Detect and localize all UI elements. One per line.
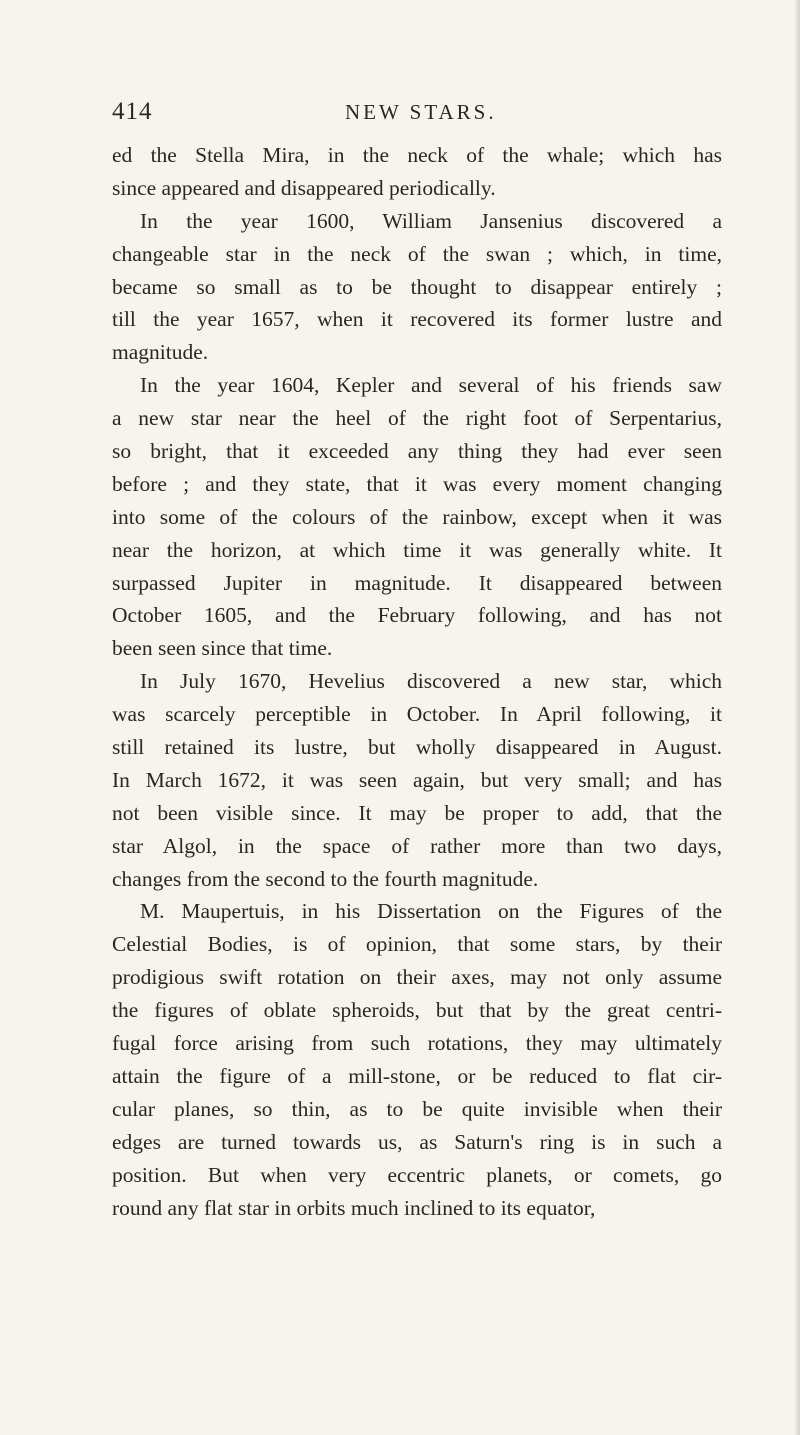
text-line: edges are turned towards us, as Saturn's ring is in such a bbox=[112, 1129, 722, 1154]
text-line: fugal force arising from such rotations, they may ultimately bbox=[112, 1031, 722, 1056]
page-header bbox=[112, 95, 712, 135]
text-line: before ; and they state, that it was every moment changing bbox=[112, 471, 722, 496]
page-number: 414 bbox=[112, 98, 153, 125]
text-line: surpassed Jupiter in magnitude. It disappeared between bbox=[112, 570, 722, 595]
text-line: attain the figure of a mill-stone, or be reduced to flat cir- bbox=[112, 1063, 722, 1088]
text-line: ed the Stella Mira, in the neck of the whale; which has bbox=[112, 143, 722, 167]
text-line: been seen since that time. bbox=[112, 636, 333, 661]
body-text bbox=[112, 139, 722, 1224]
text-line: magnitude. bbox=[112, 340, 209, 365]
text-line: In March 1672, it was seen again, but very small; and has bbox=[112, 767, 722, 792]
paragraph bbox=[112, 369, 722, 665]
text-line: M. Maupertuis, in his Dissertation on the Figures of the bbox=[140, 899, 722, 924]
text-line: round any flat star in orbits much inclined to its equator, bbox=[112, 1195, 596, 1220]
text-line: so bright, that it exceeded any thing they had ever seen bbox=[112, 439, 722, 464]
text-line: In the year 1604, Kepler and several of his friends saw bbox=[140, 373, 722, 398]
text-line: the figures of oblate spheroids, but that by the great centri- bbox=[112, 998, 722, 1023]
text-line: till the year 1657, when it recovered its former lustre and bbox=[112, 307, 722, 332]
text-line: since appeared and disappeared periodically. bbox=[112, 175, 496, 200]
page-edge-shadow bbox=[794, 0, 800, 1435]
text-line: star Algol, in the space of rather more than two days, bbox=[112, 833, 722, 858]
text-line: changes from the second to the fourth magnitude. bbox=[112, 866, 539, 891]
text-line: a new star near the heel of the right foot of Serpentarius, bbox=[112, 406, 722, 431]
text-line: changeable star in the neck of the swan ; which, in time, bbox=[112, 241, 722, 266]
text-line: October 1605, and the February following, and has not bbox=[112, 603, 722, 628]
text-line: was scarcely perceptible in October. In April following, it bbox=[112, 702, 722, 727]
text-line: cular planes, so thin, as to be quite invisible when their bbox=[112, 1096, 722, 1121]
text-line: near the horizon, at which time it was generally white. It bbox=[112, 537, 722, 562]
text-line: into some of the colours of the rainbow, except when it was bbox=[112, 504, 722, 529]
text-line: Celestial Bodies, is of opinion, that some stars, by their bbox=[112, 932, 722, 957]
paragraph bbox=[112, 205, 722, 369]
text-line: position. But when very eccentric planets, or comets, go bbox=[112, 1162, 722, 1187]
text-line: not been visible since. It may be proper to add, that the bbox=[112, 800, 722, 825]
paragraph bbox=[112, 139, 722, 205]
text-line: became so small as to be thought to disappear entirely ; bbox=[112, 274, 722, 299]
text-line: In July 1670, Hevelius discovered a new star, which bbox=[140, 669, 722, 694]
text-line: still retained its lustre, but wholly disappeared in August. bbox=[112, 735, 722, 760]
paragraph bbox=[112, 665, 722, 895]
paragraph bbox=[112, 895, 722, 1224]
text-line: In the year 1600, William Jansenius discovered a bbox=[140, 208, 722, 233]
running-head: NEW STARS. bbox=[345, 100, 497, 124]
text-line: prodigious swift rotation on their axes, may not only assume bbox=[112, 965, 722, 990]
